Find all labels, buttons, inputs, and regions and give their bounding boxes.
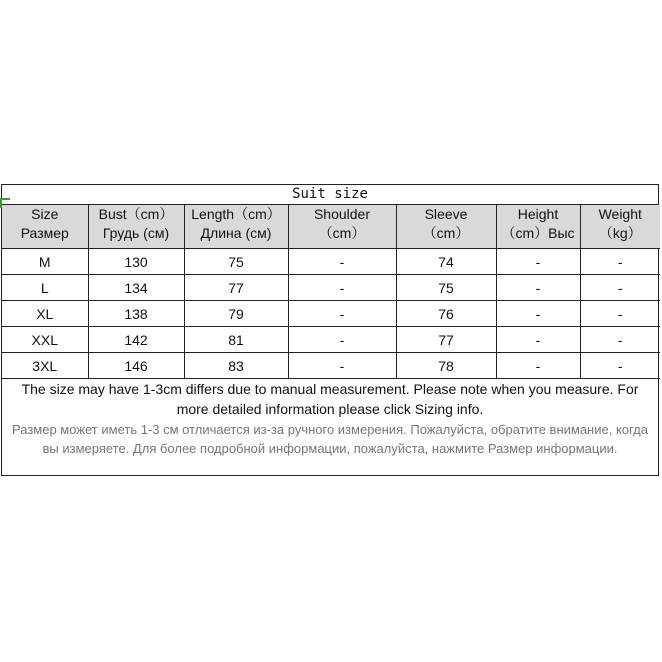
cell-sleeve: 77 <box>396 327 496 353</box>
cell-length: 79 <box>184 301 288 327</box>
cell-weight: - <box>580 353 660 379</box>
cell-bust: 142 <box>88 327 184 353</box>
cell-weight: - <box>580 275 660 301</box>
cell-size: 3XL <box>2 353 88 379</box>
cell-height: - <box>496 327 580 353</box>
cell-sleeve: 74 <box>396 249 496 275</box>
cell-size: XXL <box>2 327 88 353</box>
cell-length: 83 <box>184 353 288 379</box>
table-row <box>2 275 660 301</box>
size-chart <box>1 184 659 476</box>
cell-length: 81 <box>184 327 288 353</box>
cell-shoulder: - <box>288 301 396 327</box>
cell-bust: 134 <box>88 275 184 301</box>
cell-size: XL <box>2 301 88 327</box>
cell-bust: 146 <box>88 353 184 379</box>
cell-shoulder: - <box>288 353 396 379</box>
cell-weight: - <box>580 327 660 353</box>
cell-shoulder: - <box>288 249 396 275</box>
measurement-note <box>2 379 658 458</box>
header-size: Size Размер <box>2 205 88 249</box>
cell-size: L <box>2 275 88 301</box>
cell-height: - <box>496 275 580 301</box>
corner-marker <box>0 198 10 208</box>
cell-sleeve: 76 <box>396 301 496 327</box>
cell-bust: 138 <box>88 301 184 327</box>
table-row <box>2 353 660 379</box>
header-bust: Bust（cm） Грудь (см) <box>88 205 184 249</box>
chart-title: Suit size <box>2 185 658 205</box>
note-english: The size may have 1-3cm differs due to manual measurement. Please note when you measure. For more detailed information please click Sizing info. <box>21 381 639 417</box>
cell-height: - <box>496 301 580 327</box>
note-russian: Размер может иметь 1-3 см отличается из-за ручного измерения. Пожалуйста, обратите внимание, когда вы измеряете. Для более подробной информации, пожалуйста, нажмите Размер информации. <box>12 422 648 456</box>
size-table <box>2 205 660 379</box>
table-row <box>2 327 660 353</box>
cell-shoulder: - <box>288 275 396 301</box>
table-row <box>2 249 660 275</box>
cell-bust: 130 <box>88 249 184 275</box>
cell-sleeve: 75 <box>396 275 496 301</box>
cell-sleeve: 78 <box>396 353 496 379</box>
cell-height: - <box>496 353 580 379</box>
cell-shoulder: - <box>288 327 396 353</box>
header-weight: Weight （kg） <box>580 205 660 249</box>
cell-length: 75 <box>184 249 288 275</box>
header-sleeve: Sleeve （cm） <box>396 205 496 249</box>
cell-weight: - <box>580 301 660 327</box>
table-row <box>2 301 660 327</box>
header-height: Height （cm）Выс <box>496 205 580 249</box>
cell-weight: - <box>580 249 660 275</box>
header-row <box>2 205 660 249</box>
cell-size: M <box>2 249 88 275</box>
cell-length: 77 <box>184 275 288 301</box>
header-shoulder: Shoulder （cm） <box>288 205 396 249</box>
cell-height: - <box>496 249 580 275</box>
header-length: Length（cm） Длина (см) <box>184 205 288 249</box>
